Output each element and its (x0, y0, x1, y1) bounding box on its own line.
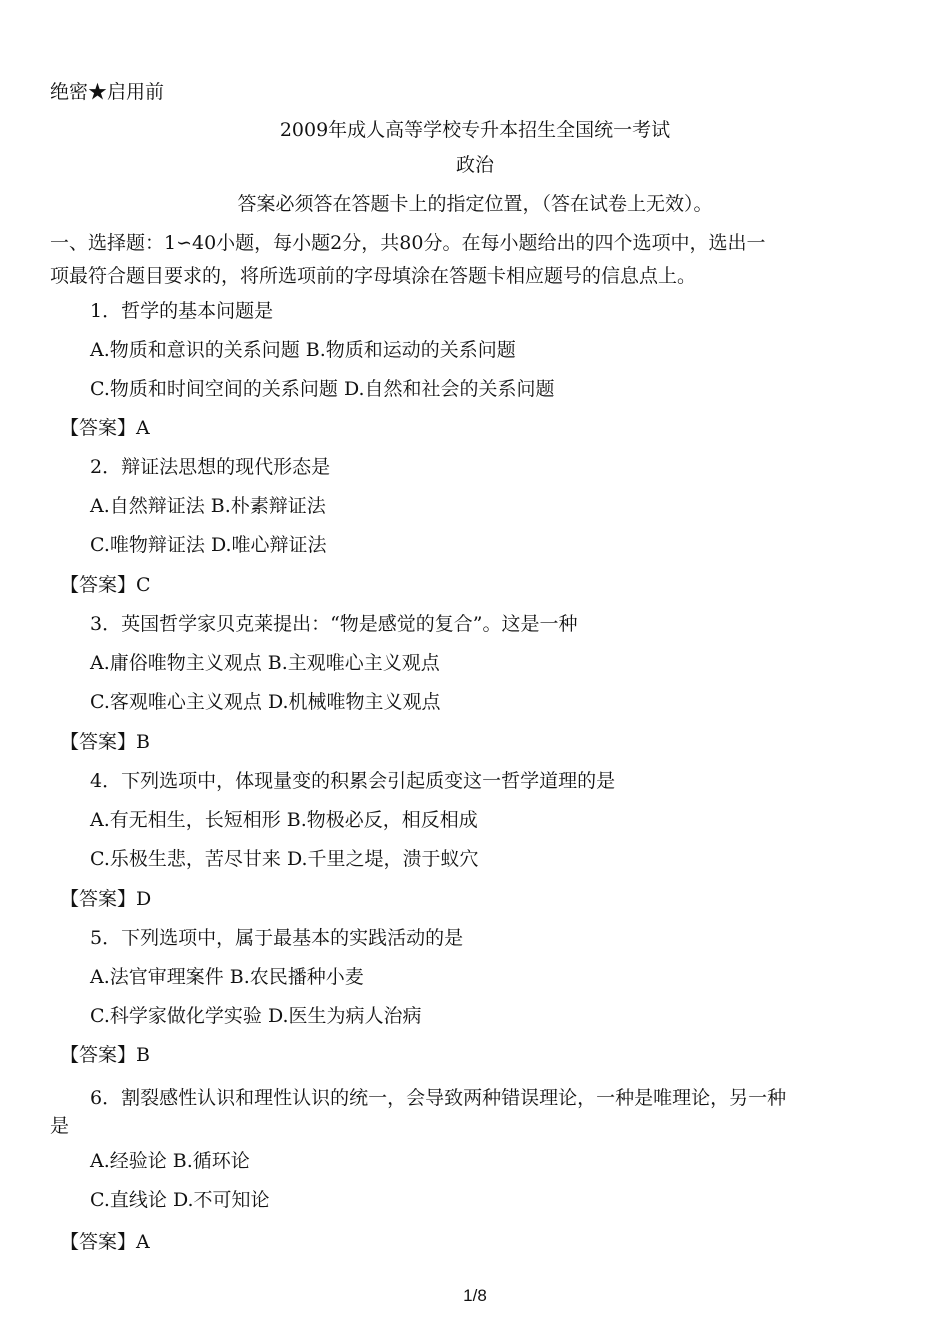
question-options-cd: C.科学家做化学实验 D.医生为病人治病 (90, 1005, 422, 1027)
question-options-cd: C.乐极生悲，苦尽甘来 D.千里之堤，溃于蚁穴 (90, 848, 479, 870)
question-options-cd: C.直线论 D.不可知论 (90, 1189, 270, 1211)
answer-notice: 答案必须答在答题卡上的指定位置，（答在试卷上无效）。 (237, 193, 713, 215)
subject-title: 政治 (455, 154, 494, 176)
page-number: 1/8 (463, 1286, 487, 1305)
question-stem: 1．哲学的基本问题是 (90, 300, 274, 322)
question-answer: 【答案】A (60, 1231, 150, 1253)
question-stem: 3．英国哲学家贝克莱提出：“物是感觉的复合”。这是一种 (90, 613, 578, 635)
exam-title: 2009年成人高等学校专升本招生全国统一考试 (279, 119, 671, 141)
confidential-mark: 绝密★启用前 (50, 81, 165, 103)
question-answer: 【答案】A (60, 417, 150, 439)
question-options-ab: A.庸俗唯物主义观点 B.主观唯心主义观点 (90, 652, 440, 674)
question-options-ab: A.物质和意识的关系问题 B.物质和运动的关系问题 (90, 339, 516, 361)
question-answer: 【答案】C (60, 574, 151, 596)
question-options-ab: A.自然辩证法 B.朴素辩证法 (90, 495, 326, 517)
question-options-ab: A.法官审理案件 B.农民播种小麦 (90, 966, 364, 988)
section-instructions-line-2: 项最符合题目要求的，将所选项前的字母填涂在答题卡相应题号的信息点上。 (50, 265, 697, 287)
question-stem: 6．割裂感性认识和理性认识的统一，会导致两种错误理论，一种是唯理论，另一种 (90, 1087, 787, 1109)
question-stem-continuation: 是 (50, 1115, 70, 1137)
question-stem: 5．下列选项中，属于最基本的实践活动的是 (90, 927, 464, 949)
question-options-cd: C.唯物辩证法 D.唯心辩证法 (90, 534, 327, 556)
question-answer: 【答案】B (60, 1044, 150, 1066)
question-options-cd: C.物质和时间空间的关系问题 D.自然和社会的关系问题 (90, 378, 555, 400)
question-answer: 【答案】D (60, 888, 152, 910)
question-stem: 2．辩证法思想的现代形态是 (90, 456, 331, 478)
question-options-ab: A.有无相生，长短相形 B.物极必反，相反相成 (90, 809, 478, 831)
question-options-cd: C.客观唯心主义观点 D.机械唯物主义观点 (90, 691, 441, 713)
question-stem: 4．下列选项中，体现量变的积累会引起质变这一哲学道理的是 (90, 770, 616, 792)
section-instructions-line-1: 一、选择题：1∽40小题，每小题2分，共80分。在每小题给出的四个选项中，选出一 (50, 232, 766, 254)
question-options-ab: A.经验论 B.循环论 (90, 1150, 250, 1172)
question-answer: 【答案】B (60, 731, 150, 753)
